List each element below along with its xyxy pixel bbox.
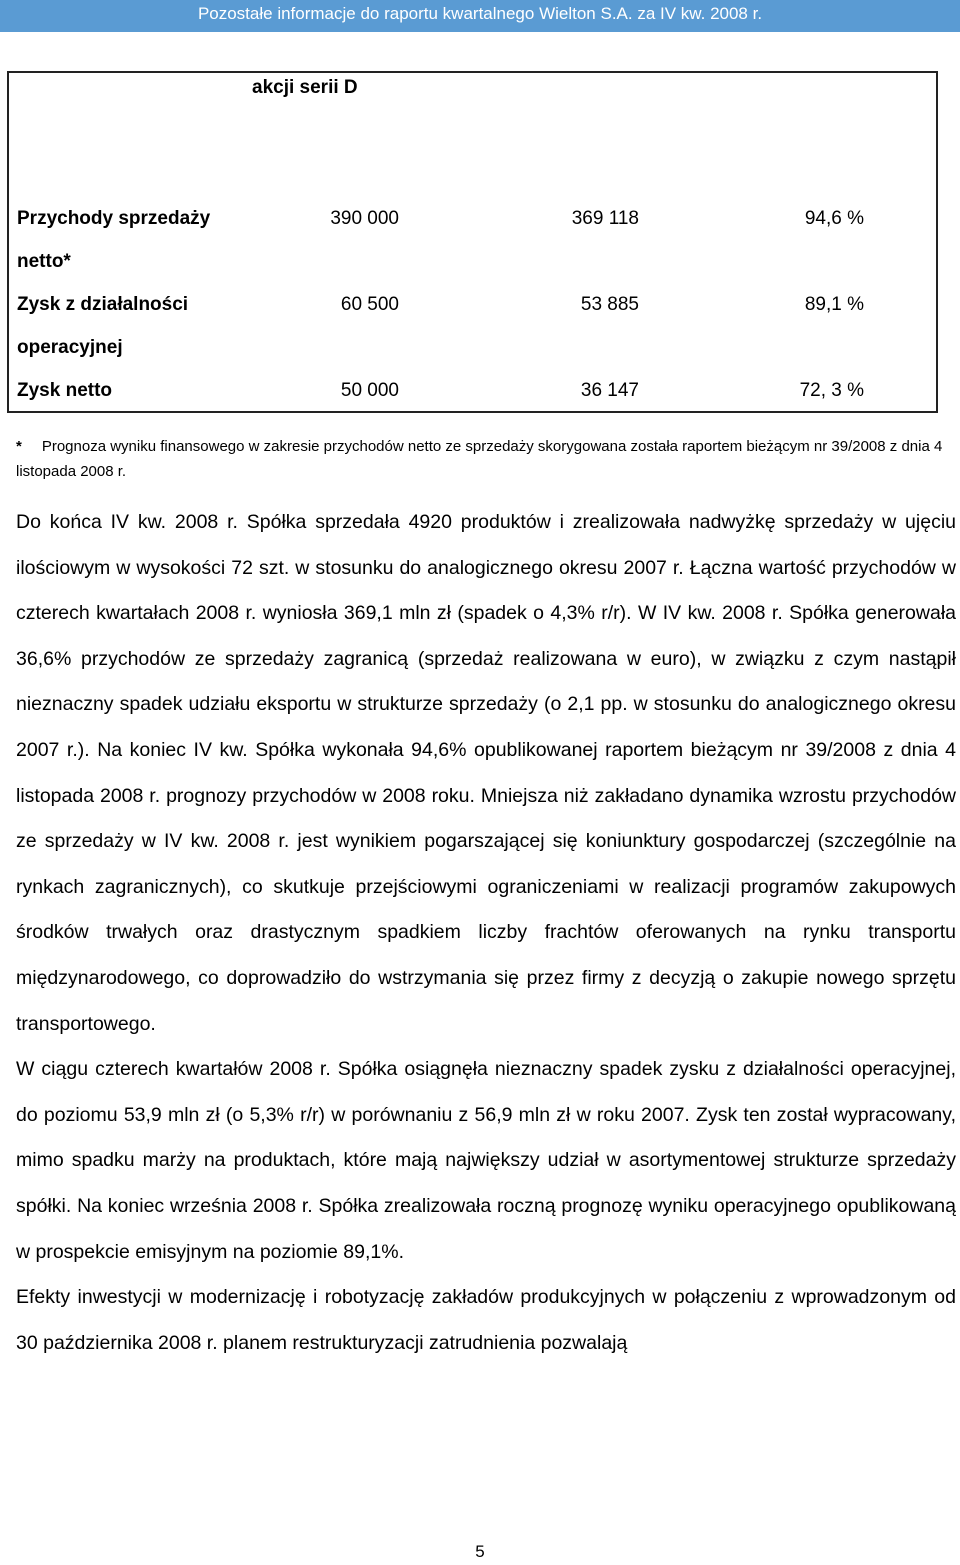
actual-value: 53 885 xyxy=(580,294,639,315)
actual-value: 36 147 xyxy=(580,380,639,401)
table-row xyxy=(9,369,936,412)
table-heading: akcji serii D xyxy=(252,77,358,98)
paragraph: Do końca IV kw. 2008 r. Spółka sprzedała 4920 produktów i zrealizowała nadwyżkę sprzedaży w ujęciu ilościowym w wysokości 72 szt. w stosunku do analogicznego okresu 2007 r. Łączna wartość przychodów w czterech kwartałach 2008 r. wyniosła 369,1 mln zł (spadek o 4,3% r/r). W IV kw. 2008 r. Spółka generowała 36,6% przychodów ze sprzedaży zagranicą (sprzedaż realizowana w euro), w związku z czym nastąpił nieznaczny spadek udziału eksportu w strukturze sprzedaży (o 2,1 pp. w stosunku do analogicznego okresu 2007 r.). Na koniec IV kw. Spółka wykonała 94,6% opublikowanej raportem bieżącym nr 39/2008 z dnia 4 listopada 2008 r. prognozy przychodów w 2008 roku. Mniejsza niż zakładano dynamika wzrostu przychodów ze sprzedaży w IV kw. 2008 r. jest wynikiem pogarszającej się koniunktury gospodarczej (szczególnie na rynkach zagranicznych), co skutkuje przejściowymi ograniczeniami w realizacji programów zakupowych środków trwałych oraz drastycznym spadkiem liczby frachtów oferowanych na rynku transportu międzynarodowego, co doprowadziło do wstrzymania się przez firmy z decyzją o zakupie nowego sprzętu transportowego. xyxy=(16,511,956,1035)
table-row xyxy=(9,240,936,283)
table-row xyxy=(9,283,936,326)
row-label: Przychody sprzedaży xyxy=(17,208,211,229)
row-label: Zysk netto xyxy=(17,380,113,401)
footnote-marker: * xyxy=(16,438,22,455)
financial-table xyxy=(7,71,938,413)
row-label-cont: operacyjnej xyxy=(17,337,123,358)
page-number: 5 xyxy=(475,1542,485,1561)
actual-value: 369 118 xyxy=(571,208,639,229)
row-label: Zysk z działalności xyxy=(17,294,189,315)
paragraph: W ciągu czterech kwartałów 2008 r. Spółka osiągnęła nieznaczny spadek zysku z działalności operacyjnej, do poziomu 53,9 mln zł (o 5,3% r/r) w porównaniu z 56,9 mln zł w roku 2007. Zysk ten został wypracowany, mimo spadku marży na produktach, które mają największy udział w asortymentowej strukturze sprzedaży spółki. Na koniec września 2008 r. Spółka zrealizowała roczną prognozę wyniku operacyjnego opublikowaną w prospekcie emisyjnym na poziomie 89,1%. xyxy=(16,1058,956,1263)
page-header: Pozostałe informacje do raportu kwartalnego Wielton S.A. za IV kw. 2008 r. xyxy=(0,0,960,32)
table-row xyxy=(9,326,936,369)
percent-value: 94,6 % xyxy=(804,208,864,229)
forecast-value: 50 000 xyxy=(340,380,399,401)
forecast-value: 60 500 xyxy=(340,294,399,315)
paragraph: Efekty inwestycji w modernizację i robotyzację zakładów produkcyjnych w połączeniu z wprowadzonym od 30 października 2008 r. planem restrukturyzacji zatrudnienia pozwalają xyxy=(16,1286,956,1354)
body-text xyxy=(16,500,956,1366)
footnote xyxy=(16,434,944,484)
table-row xyxy=(9,197,936,240)
row-label-cont: netto* xyxy=(17,251,71,272)
footnote-text: Prognoza wyniku finansowego w zakresie przychodów netto ze sprzedaży skorygowana została raportem bieżącym nr 39/2008 z dnia 4 listopada 2008 r. xyxy=(16,438,943,480)
table-heading-cell xyxy=(9,73,936,197)
percent-value: 89,1 % xyxy=(804,294,864,315)
forecast-value: 390 000 xyxy=(330,208,399,229)
percent-value: 72, 3 % xyxy=(799,380,864,401)
